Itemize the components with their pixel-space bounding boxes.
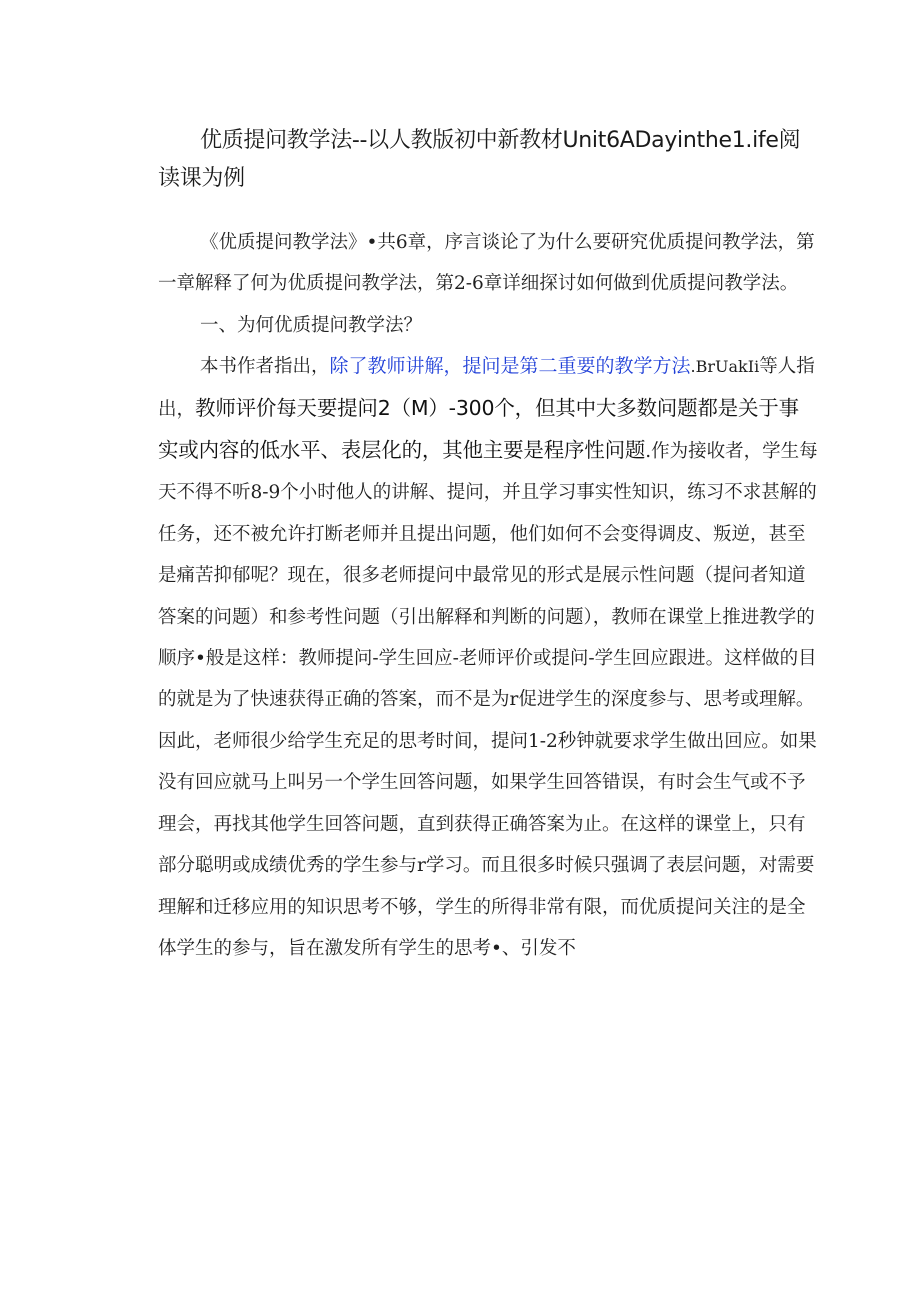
main-text-lead: 本书作者指出， bbox=[200, 356, 330, 378]
document-body bbox=[158, 222, 818, 969]
section-heading: 一、为何优质提问教学法？ bbox=[200, 314, 423, 336]
document-title-text: 优质提问教学法--以人教版初中新教材Unit6ADayinthe1.ife阅读课为例 bbox=[158, 128, 801, 191]
author-reference: .BrUakIi bbox=[690, 357, 760, 377]
paragraph-main bbox=[158, 346, 818, 969]
main-text-continued: 等人指出， bbox=[158, 356, 815, 420]
highlight-quote: 除了教师讲解，提问是第二重要的教学方法 bbox=[329, 355, 691, 378]
document-title bbox=[158, 122, 818, 198]
main-text-body: .作为接收者，学生每天不得不听8-9个小时他人的讲解、提问，并且学习事实性知识，练习不求甚解的任务，还不被允许打断老师并且提出问题，他们如何不会变得调皮、叛逆，甚至是痛苦抑郁呢？现在，很多老师提问中最常见的形式是展示性问题（提问者知道答案的问题）和参考性问题（引出解释和判断的问题），教师在课堂上推进教学的顺序•般是这样：教师提问-学生回应-老师评价或提问-学生回应跟进。这样做的目的就是为了快速获得正确的答案，而不是为r促进学生的深度参与、思考或理解。因此，老师很少给学生充足的思考时间，提问1-2秒钟就要求学生做出回应。如果没有回应就马上叫另一个学生回答问题，如果学生回答错误，有时会生气或不予理会，再找其他学生回答问题，直到获得正确答案为止。在这样的课堂上，只有部分聪明或成绩优秀的学生参与r学习。而且很多时候只强调了表层问题，对需要理解和迁移应用的知识思考不够，学生的所得非常有限，而优质提问关注的是全体学生的参与，旨在激发所有学生的思考•、引发不 bbox=[158, 441, 818, 959]
emphasized-statement: 教师评价每天要提问2（M）-300个，但其中大多数问题都是关于事实或内容的低水平、表层化的，其他主要是程序性问题 bbox=[158, 395, 799, 463]
paragraph-intro: 《优质提问教学法》•共6章，序言谈论了为什么要研究优质提问教学法，第一章解释了何为优质提问教学法，第2-6章详细探讨如何做到优质提问教学法。 bbox=[158, 232, 815, 295]
